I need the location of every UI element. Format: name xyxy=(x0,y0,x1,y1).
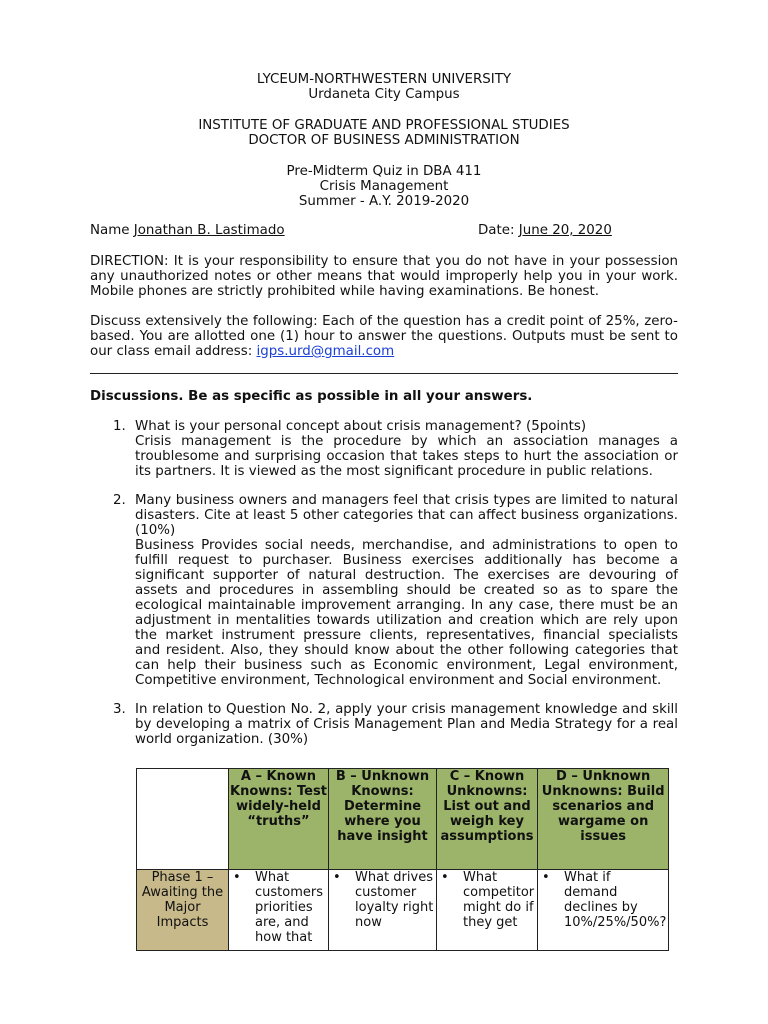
matrix-cell-d xyxy=(538,870,669,951)
quiz-title: Pre-Midterm Quiz in DBA 411 xyxy=(286,164,482,179)
date-label: Date: xyxy=(478,223,515,238)
campus-name: Urdaneta City Campus xyxy=(308,87,460,102)
crisis-matrix-table xyxy=(136,768,669,951)
university-header xyxy=(90,72,678,102)
discussions-heading: Discussions. Be as specific as possible in all your answers. xyxy=(90,389,533,404)
name-value: Jonathan B. Lastimado xyxy=(133,223,285,238)
matrix-header-row xyxy=(137,769,669,870)
direction-paragraph: DIRECTION: It is your responsibility to ensure that you do not have in your possession any unauthorized notes or other means that would improperly help you in your work. Mobile phones are strictly prohibited while having examinations. Be honest. xyxy=(90,254,678,299)
matrix-corner-cell xyxy=(137,769,229,870)
question-3 xyxy=(90,702,678,747)
term: Summer - A.Y. 2019-2020 xyxy=(298,194,470,209)
cell-text: What drives customer loyalty right now xyxy=(355,870,434,930)
answer-text: Business Provides social needs, merchandise, and administrations to open to fulfill request to purchaser. Business exercises additionally has become a significant supporter of natural destruction. The exercises are devouring of assets and procedures in assembling should be created so as to spare the ecological maintainable improvement arranging. In any case, there must be an adjustment in mentalities towards utilization and creation which are rely upon the market instrument pressure clients, representatives, financial specialists and resident. Also, they should know about the other following categories that can help their business such as Economic environment, Legal environment, Competitive environment, Technological environment and Social environment. xyxy=(135,538,678,688)
cell-text: What if demand declines by 10%/25%/50%? xyxy=(564,870,667,930)
bullet: • xyxy=(333,870,341,885)
column-header-a: A – Known Knowns: Test widely-held “truths” xyxy=(229,769,329,870)
document-page xyxy=(90,72,678,747)
phase-label: Phase 1 – Awaiting the Major Impacts xyxy=(137,870,229,951)
subject-name: Crisis Management xyxy=(319,179,449,194)
column-header-c: C – Known Unknowns: List out and weigh key assumptions xyxy=(437,769,538,870)
program-name: DOCTOR OF BUSINESS ADMINISTRATION xyxy=(248,133,520,148)
instructions-text: Discuss extensively the following: Each of the question has a credit point of 25%, zero-based. You are allotted one (1) hour to answer the questions. Outputs must be sent to our class email address: xyxy=(90,314,678,359)
table-row xyxy=(137,870,669,951)
question-number: 3. xyxy=(113,702,126,717)
matrix-cell-a xyxy=(229,870,329,951)
name-date-row xyxy=(90,223,678,239)
question-2 xyxy=(90,493,678,688)
question-number: 2. xyxy=(113,493,126,508)
question-text: In relation to Question No. 2, apply your crisis management knowledge and skill by developing a matrix of Crisis Management Plan and Media Strategy for a real world organization. (30%) xyxy=(135,702,678,747)
quiz-header xyxy=(90,164,678,209)
university-name: LYCEUM-NORTHWESTERN UNIVERSITY xyxy=(256,72,512,87)
divider xyxy=(90,373,678,374)
matrix-cell-b xyxy=(329,870,437,951)
cell-text: What customers priorities are, and how that xyxy=(255,870,323,945)
question-text: What is your personal concept about crisis management? (5points) xyxy=(135,419,587,434)
date-value: June 20, 2020 xyxy=(518,223,612,238)
bullet: • xyxy=(441,870,449,885)
question-1 xyxy=(90,419,678,479)
answer-text: Crisis management is the procedure by which an association manages a troublesome and surprising occasion that takes steps to hurt the association or its partners. It is viewed as the most significant procedure in public relations. xyxy=(135,434,678,479)
institute-header xyxy=(90,118,678,148)
name-label: Name xyxy=(90,223,130,238)
bullet: • xyxy=(233,870,241,885)
question-number: 1. xyxy=(113,419,126,434)
column-header-d: D – Unknown Unknowns: Build scenarios and wargame on issues xyxy=(538,769,669,870)
email-link[interactable]: igps.urd@gmail.com xyxy=(256,344,395,359)
bullet: • xyxy=(542,870,550,885)
institute-name: INSTITUTE OF GRADUATE AND PROFESSIONAL STUDIES xyxy=(198,118,570,133)
cell-text: What competitor might do if they get xyxy=(463,870,535,930)
matrix-cell-c xyxy=(437,870,538,951)
question-text: Many business owners and managers feel that crisis types are limited to natural disasters. Cite at least 5 other categories that can affect business organizations. (10%) xyxy=(135,493,678,538)
instructions-paragraph xyxy=(90,314,678,359)
column-header-b: B – Unknown Knowns: Determine where you have insight xyxy=(329,769,437,870)
